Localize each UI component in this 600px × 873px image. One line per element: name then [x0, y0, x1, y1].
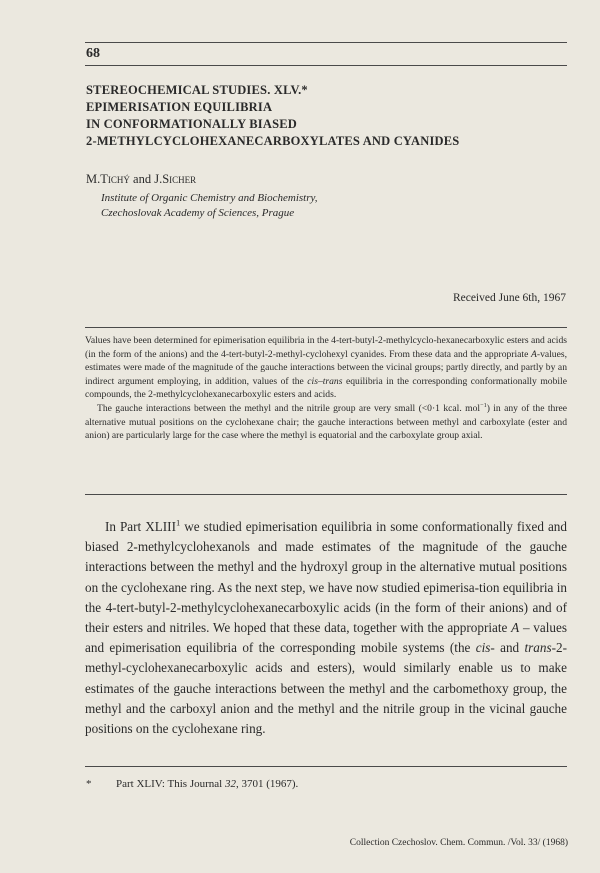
footnote-volume: 32 [224, 778, 236, 790]
title-line: EPIMERISATION EQUILIBRIA [86, 100, 273, 114]
abstract-text: The gauche interactions between the methyl and the nitrile group are very small (<0·1 kcal. mol [97, 402, 481, 414]
abstract-italic: A [531, 348, 537, 360]
body-text [85, 517, 567, 739]
footnote-text: , 3701 (1967). [235, 778, 299, 790]
abstract-text: -values, estimates were made of the magnitude of the gauche interactions between the vicinal groups; partly directly, and partly by an indirect argument employing, in addition, values of the [85, 348, 567, 387]
header-rule-bottom [85, 65, 567, 66]
author-initial: J. [154, 172, 163, 186]
abstract-paragraph [85, 334, 567, 402]
affiliation [101, 191, 318, 221]
title-line: IN CONFORMATIONALLY BIASED [86, 117, 298, 131]
body-text-run: -2-methyl-cyclohexanecarboxylic acids and esters), would similarly enable us to make estimates of the gauche interactions between the methyl and the carbomethoxy group, the methyl and the carboxyl anion and the methyl and the nitrile group in the vicinal gauche positions on the cyclohexane ring. [85, 640, 567, 737]
footnote-text: Part XLIV: This Journal [116, 778, 225, 790]
reference-superscript: 1 [175, 517, 181, 528]
body-text-run: – values and epimerisation equilibria of the corresponding mobile systems (the [85, 620, 567, 656]
footnote-mark: * [86, 778, 92, 790]
abstract-text: Values have been determined for epimerisation equilibria in the 4-tert-butyl-2-methylcyclo-hexanecarboxylic esters and acids (in the form of the anions) and the 4-tert-butyl-2-methyl-cyclohexyl cyanides. From these data and the appropriate [85, 335, 567, 360]
authors [86, 172, 196, 187]
received-date: Received June 6th, 1967 [452, 292, 566, 304]
abstract-rule-bottom [85, 494, 567, 495]
title-line: 2-METHYLCYCLOHEXANECARBOXYLATES AND CYANIDES [86, 134, 460, 148]
abstract-superscript: −1 [480, 401, 487, 409]
article-title [86, 82, 566, 150]
affiliation-line: Czechoslovak Academy of Sciences, Prague [101, 207, 295, 219]
footnote [86, 778, 298, 790]
body-text-run: we studied epimerisation equilibria in some conformationally fixed and biased 2-methylcyclohexanols and made estimates of the magnitude of the gauche interactions between the methyl and the hydroxyl group in the alternative mutual positions on the cyclohexane ring. As the next step, we have now studied epimerisa-tion equilibria in the 4-tert-butyl-2-methylcyclohexanecarboxylic acids (in the form of their anions) and of their esters and nitriles. We hoped that these data, together with the appropriate [85, 519, 567, 636]
author-surname: Sicher [162, 172, 197, 186]
abstract-text: ) in any of the three alternative mutual positions on the cyclohexane chair; the gauche interactions between methyl and carboxylate (ester and anion) are particularly large for the case where the methyl is equatorial and the carboxylate group axial. [85, 402, 568, 442]
abstract [85, 334, 567, 443]
author-surname: Tichý [100, 172, 130, 186]
header-rule-top [85, 42, 567, 43]
page-number: 68 [86, 46, 100, 61]
body-text-run: and [494, 640, 525, 656]
abstract-text: equilibria in the corresponding conformationally mobile compounds, the 2-methylcyclohexanecarboxylic esters and acids. [85, 375, 567, 401]
author-initial: M. [86, 172, 101, 186]
abstract-paragraph [85, 402, 567, 443]
title-line: STEREOCHEMICAL STUDIES. XLV.* [86, 83, 308, 97]
body-italic: trans [524, 640, 552, 656]
body-text-run: In Part XLIII [105, 519, 176, 534]
affiliation-line: Institute of Organic Chemistry and Biochemistry, [101, 192, 318, 204]
body-italic: cis- [475, 640, 495, 656]
abstract-rule-top [85, 327, 567, 328]
footnote-rule [85, 766, 567, 767]
author-conjunction: and [129, 172, 155, 186]
journal-citation: Collection Czechoslov. Chem. Commun. /Vol. 33/ (1968) [349, 838, 568, 848]
body-paragraph [85, 517, 567, 739]
abstract-italic: cis–trans [307, 375, 343, 387]
body-italic: A [511, 620, 520, 636]
